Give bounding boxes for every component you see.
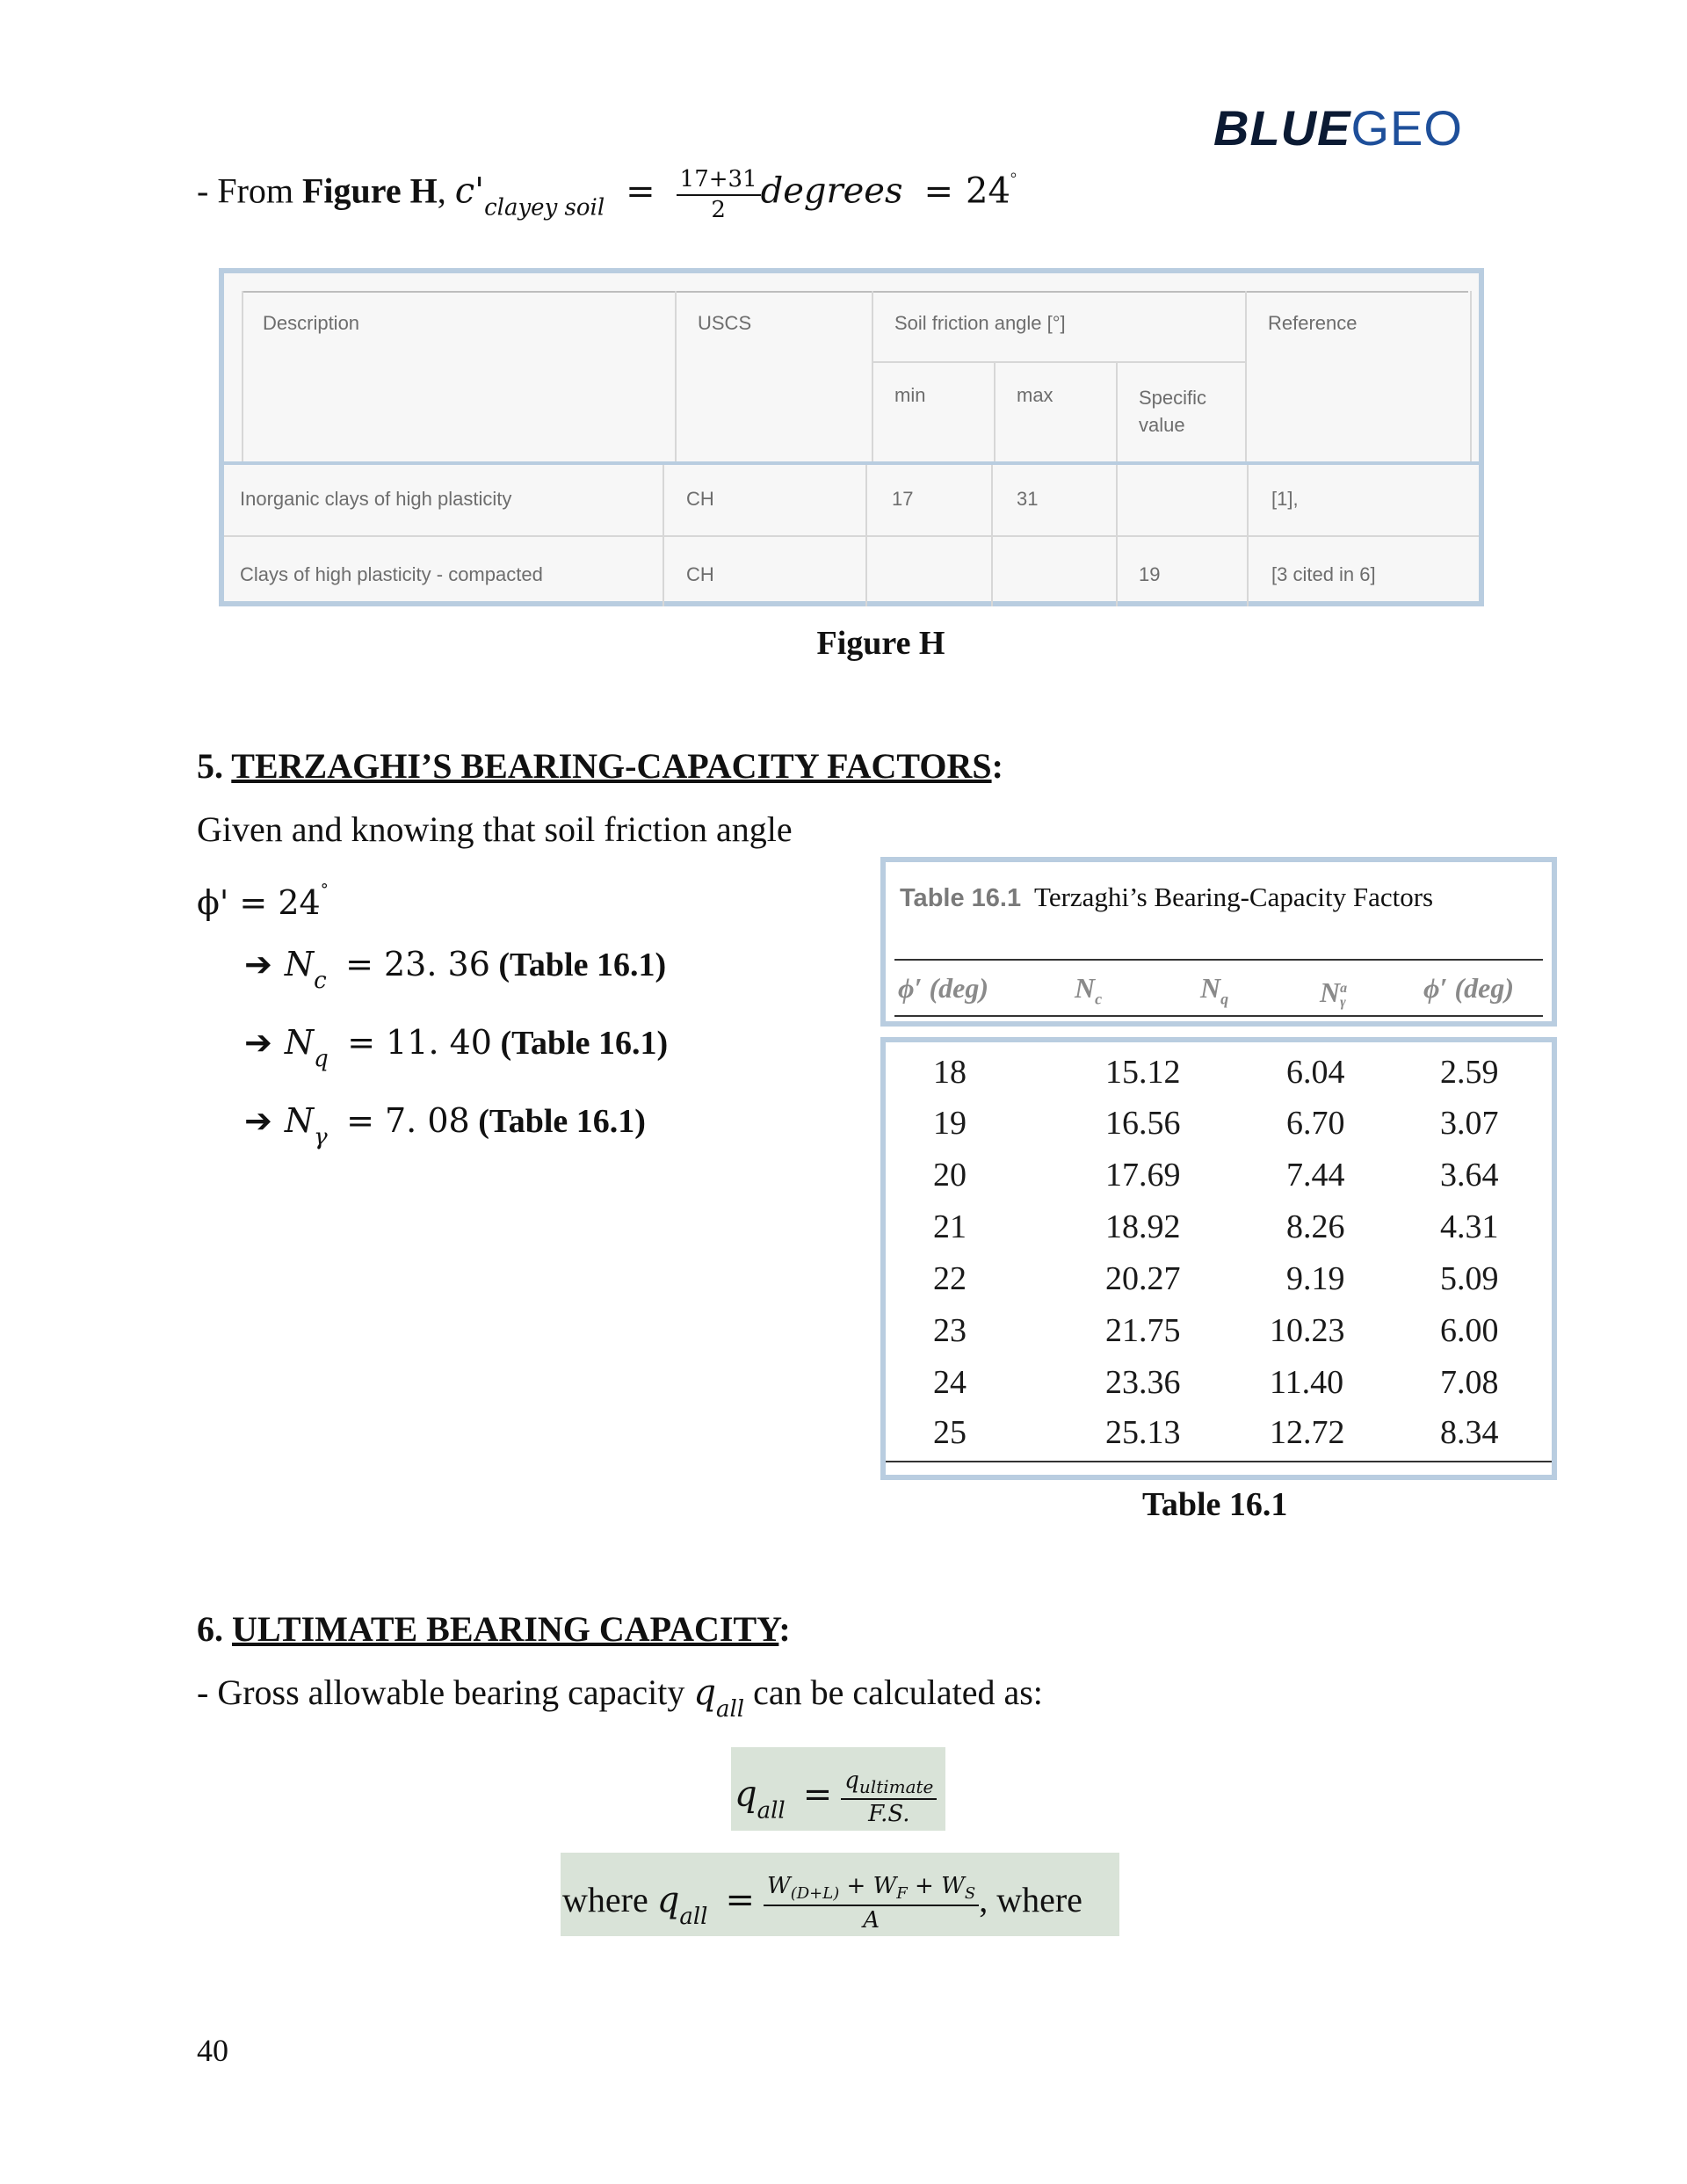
row1-max: 31 — [1017, 488, 1039, 510]
nc-cell: 16.56 — [1105, 1105, 1181, 1142]
gross-suffix: can be calculated as: — [744, 1672, 1043, 1712]
col-reference-header: Reference — [1268, 312, 1358, 334]
factor-nc-line — [244, 945, 666, 994]
table-16-1-header — [880, 857, 1557, 1027]
ngamma-cell: 3.64 — [1440, 1157, 1499, 1194]
formula-1-denominator: F.S. — [868, 1801, 910, 1828]
formula-1-numerator — [841, 1767, 937, 1800]
section-6-number: 6. — [197, 1609, 232, 1649]
table-16-1-title — [900, 882, 1433, 913]
nq-cell: 10.23 — [1270, 1312, 1345, 1349]
nq-table-ref: (Table 16.1) — [500, 1025, 669, 1062]
nq-header-symbol: N — [1200, 972, 1221, 1004]
phi-cell: 18 — [933, 1054, 967, 1091]
nq-cell: 6.70 — [1286, 1105, 1345, 1142]
degrees-word: degrees — [760, 171, 903, 212]
nq-value: 11. 40 — [386, 1023, 492, 1062]
ngamma-header-sub: γ — [1340, 994, 1346, 1010]
ngamma-symbol: N — [284, 1101, 315, 1140]
w-f-subscript: F — [896, 1884, 908, 1904]
row2-uscs: CH — [686, 563, 714, 585]
nq-subscript: q — [314, 1046, 329, 1072]
table-row — [886, 1156, 1553, 1207]
nc-cell: 15.12 — [1105, 1054, 1181, 1091]
header-bottom-rule — [224, 461, 1479, 465]
table-row — [886, 1413, 1553, 1464]
phi-deg-header-2: ϕ′ (deg) — [1423, 972, 1515, 1004]
equals-sign: = — [626, 171, 655, 212]
formula-2-lhs: q — [656, 1879, 680, 1920]
figure-h-table — [219, 268, 1484, 606]
w-dl-symbol: W — [766, 1873, 791, 1899]
formula-2-suffix: , where — [979, 1879, 1082, 1919]
table-row — [886, 1208, 1553, 1259]
ngamma-cell: 3.07 — [1440, 1105, 1499, 1142]
formula-1-lhs: q — [735, 1774, 757, 1815]
table-row — [886, 1053, 1553, 1104]
nc-cell: 21.75 — [1105, 1312, 1181, 1349]
figure-reference: Figure H — [302, 171, 438, 211]
row1-min: 17 — [892, 488, 914, 510]
phi-degree-mark: ° — [320, 881, 329, 899]
formula-2-content — [562, 1872, 1082, 1934]
c-prime-symbol: c' — [454, 171, 485, 212]
specific-line-2: value — [1139, 414, 1185, 436]
row2-description: Clays of high plasticity - compacted — [240, 563, 543, 585]
ngamma-cell: 2.59 — [1440, 1054, 1499, 1091]
formula-1-lhs-sub: all — [757, 1797, 786, 1825]
nq-cell: 6.04 — [1286, 1054, 1345, 1091]
w-dl-subscript: (D+L) — [790, 1884, 840, 1904]
table-top-rule — [894, 959, 1543, 961]
header-divider-1 — [675, 291, 677, 463]
phi-cell: 24 — [933, 1364, 967, 1401]
w-f-symbol: W — [872, 1873, 897, 1899]
phi-cell: 20 — [933, 1157, 967, 1194]
fraction-numerator: 17+31 — [677, 165, 761, 196]
row1-reference: [1], — [1271, 488, 1299, 510]
factor-ngamma-line — [244, 1101, 646, 1150]
formula-2-denominator: A — [863, 1906, 880, 1934]
ngamma-cell: 5.09 — [1440, 1260, 1499, 1297]
ngamma-cell: 4.31 — [1440, 1208, 1499, 1245]
table-row — [886, 1311, 1553, 1362]
logo-bold-part: BLUE — [1213, 100, 1351, 156]
nc-cell: 25.13 — [1105, 1414, 1181, 1451]
nc-value: 23. 36 — [384, 945, 490, 983]
figure-h-caption: Figure H — [816, 625, 945, 662]
phi-value-line — [197, 881, 329, 922]
equals-sign-2: = — [923, 171, 954, 212]
ngamma-cell: 7.08 — [1440, 1364, 1499, 1401]
section-6-colon: : — [778, 1609, 791, 1649]
formula-2-equals: = — [725, 1879, 755, 1920]
clayey-soil-subscript: clayey soil — [484, 194, 605, 221]
q-symbol: q — [693, 1672, 716, 1713]
phi-deg-header: ϕ′ (deg) — [898, 972, 989, 1004]
plus-1: + — [839, 1873, 873, 1899]
table-row — [886, 1104, 1553, 1155]
nc-cell: 20.27 — [1105, 1260, 1181, 1297]
nq-header — [1200, 972, 1228, 1008]
nq-symbol: N — [284, 1023, 315, 1062]
ngamma-cell: 6.00 — [1440, 1312, 1499, 1349]
subheader-divider-2 — [1116, 361, 1118, 463]
q-all-formula — [731, 1747, 945, 1831]
table-number: Table 16.1 — [900, 884, 1022, 912]
given-text: Given and knowing that soil friction angle — [197, 809, 793, 849]
clayey-soil-angle-line — [197, 165, 1017, 224]
nc-table-ref: (Table 16.1) — [498, 947, 667, 983]
bluegeo-logo — [1213, 100, 1463, 156]
table-16-1-caption: Table 16.1 — [1142, 1486, 1288, 1523]
angle-result: 24 — [966, 171, 1010, 212]
nq-cell: 9.19 — [1286, 1260, 1345, 1297]
nc-header-sub: c — [1095, 990, 1103, 1008]
formula-2-lhs-sub: all — [679, 1903, 708, 1930]
nc-equals: = — [345, 945, 373, 983]
ngamma-subscript: γ — [314, 1124, 328, 1150]
section-6-heading — [197, 1608, 791, 1650]
nq-cell: 11.40 — [1270, 1364, 1344, 1401]
formula-2-fraction — [764, 1872, 979, 1934]
ngamma-header-symbol: N — [1320, 976, 1341, 1008]
nc-cell: 23.36 — [1105, 1364, 1181, 1401]
section-5-heading — [197, 745, 1003, 787]
phi-cell: 21 — [933, 1208, 967, 1245]
ngamma-cell: 8.34 — [1440, 1414, 1499, 1451]
col-max-header: max — [1017, 384, 1053, 406]
arrow-icon: ➔ — [244, 945, 272, 983]
ngamma-header-scripts — [1340, 982, 1347, 1010]
page-number: 40 — [197, 2033, 228, 2068]
fraction-denominator: 2 — [711, 196, 726, 223]
phi-cell: 19 — [933, 1105, 967, 1142]
header-divider-3 — [1245, 291, 1247, 463]
subheader-rule — [872, 361, 1245, 363]
degree-mark: ° — [1010, 169, 1017, 187]
row2-reference: [3 cited in 6] — [1271, 563, 1376, 585]
col-min-header: min — [894, 384, 926, 406]
q-ult-symbol: q — [844, 1767, 859, 1794]
nq-equals: = — [347, 1023, 376, 1062]
nc-header — [1075, 972, 1102, 1008]
row1-description: Inorganic clays of high plasticity — [240, 488, 512, 510]
row1-uscs: CH — [686, 488, 714, 510]
col-angle-header: Soil friction angle [°] — [894, 312, 1066, 334]
arrow-icon: ➔ — [244, 1023, 272, 1062]
intro-comma: , — [437, 171, 455, 211]
nq-header-sub: q — [1220, 990, 1229, 1008]
formula-1-fraction — [841, 1767, 937, 1829]
table-header-rule — [894, 1015, 1543, 1017]
table-title-text: Terzaghi’s Bearing-Capacity Factors — [1034, 882, 1434, 912]
header-divider-2 — [872, 291, 873, 463]
specific-line-1: Specific — [1139, 387, 1207, 409]
col-specific-header — [1139, 384, 1206, 439]
nq-cell: 7.44 — [1286, 1157, 1345, 1194]
formula-2-prefix: where — [562, 1879, 657, 1919]
gross-capacity-line — [197, 1672, 1043, 1723]
col-uscs-header: USCS — [698, 312, 752, 334]
col-description-header: Description — [263, 312, 360, 334]
section-5-colon: : — [991, 746, 1003, 786]
body-row-rule — [224, 535, 1479, 537]
section-5-title: TERZAGHI’S BEARING-CAPACITY FACTORS — [231, 746, 992, 786]
header-top-rule — [242, 291, 1468, 293]
logo-light-part: GEO — [1350, 100, 1463, 156]
table-bottom-rule — [886, 1461, 1552, 1462]
table-row — [886, 1363, 1553, 1414]
arrow-icon: ➔ — [244, 1101, 272, 1140]
phi-cell: 23 — [933, 1312, 967, 1349]
nq-cell: 8.26 — [1286, 1208, 1345, 1245]
nq-cell: 12.72 — [1270, 1414, 1345, 1451]
ngamma-table-ref: (Table 16.1) — [478, 1103, 646, 1140]
header-right-rule — [1470, 291, 1472, 463]
q-all-loads-formula — [561, 1853, 1119, 1936]
formula-1-equals: = — [802, 1774, 833, 1815]
ngamma-value: 7. 08 — [384, 1101, 470, 1140]
header-left-rule — [242, 291, 243, 463]
nc-cell: 17.69 — [1105, 1157, 1181, 1194]
angle-average-fraction — [677, 165, 761, 224]
row2-specific: 19 — [1139, 563, 1161, 585]
w-s-subscript: S — [964, 1884, 976, 1904]
phi-cell: 25 — [933, 1414, 967, 1451]
formula-2-numerator — [764, 1872, 979, 1906]
phi-equation: ϕ' = 24 — [197, 883, 321, 922]
plus-2: + — [907, 1873, 942, 1899]
q-all-subscript: all — [715, 1696, 745, 1723]
table-16-1-body — [880, 1037, 1557, 1480]
w-s-symbol: W — [941, 1873, 965, 1899]
nc-symbol: N — [284, 945, 315, 983]
ngamma-header-sup: a — [1340, 980, 1348, 996]
nc-header-symbol: N — [1075, 972, 1096, 1004]
nc-subscript: c — [314, 968, 327, 994]
phi-cell: 22 — [933, 1260, 967, 1297]
intro-prefix: - From — [197, 171, 302, 211]
ngamma-equals: = — [346, 1101, 374, 1140]
formula-1-content — [735, 1767, 937, 1829]
ngamma-header — [1320, 976, 1347, 1010]
q-ult-subscript: ultimate — [858, 1776, 934, 1798]
subheader-divider-1 — [994, 361, 996, 463]
factor-nq-line — [244, 1023, 668, 1072]
table-row — [886, 1259, 1553, 1310]
nc-cell: 18.92 — [1105, 1208, 1181, 1245]
section-5-number: 5. — [197, 746, 232, 786]
gross-prefix: - Gross allowable bearing capacity — [197, 1672, 694, 1712]
section-6-title: ULTIMATE BEARING CAPACITY — [232, 1609, 779, 1649]
